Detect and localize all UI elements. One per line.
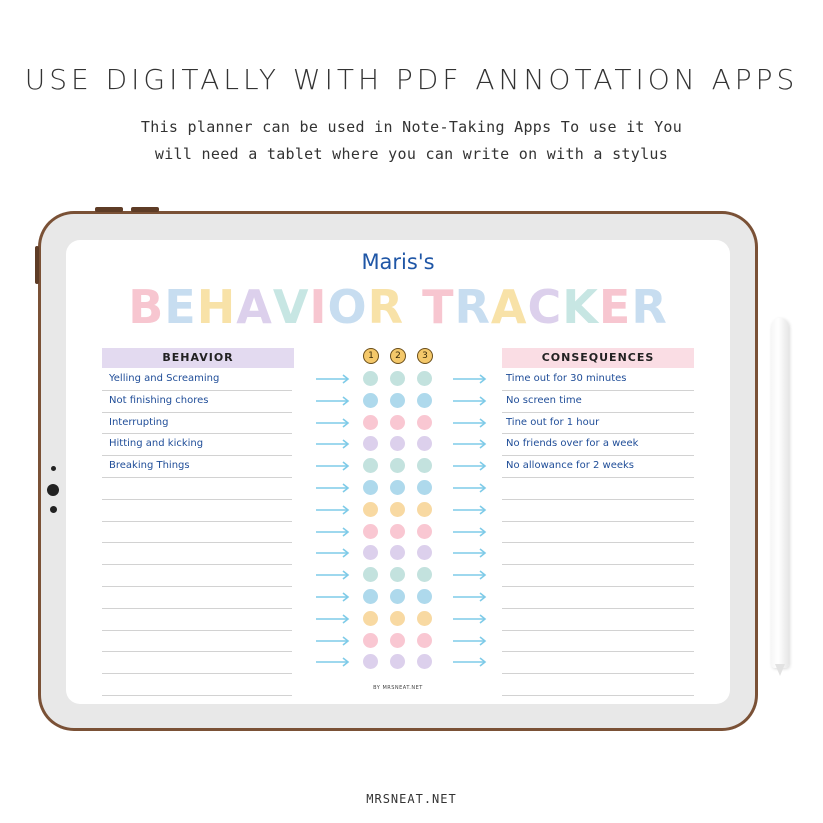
tracking-dot-2[interactable] bbox=[390, 654, 405, 669]
title-letter: H bbox=[196, 280, 237, 334]
row-line bbox=[502, 651, 694, 652]
headline: USE DIGITALLY WITH PDF ANNOTATION APPS bbox=[24, 63, 799, 96]
arrow-right-icon bbox=[453, 418, 487, 428]
arrow-right-icon bbox=[453, 461, 487, 471]
title-letter: I bbox=[309, 280, 328, 334]
column-number-2: 2 bbox=[390, 348, 406, 364]
arrow-right-icon bbox=[453, 439, 487, 449]
row-line bbox=[502, 542, 694, 543]
row-line bbox=[102, 542, 292, 543]
stylus-pencil bbox=[771, 318, 789, 668]
arrow-right-icon bbox=[316, 396, 350, 406]
subline-1: This planner can be used in Note-Taking Apps To use it You bbox=[140, 118, 683, 136]
tracking-dot-2[interactable] bbox=[390, 480, 405, 495]
row-line bbox=[102, 412, 292, 413]
row-line bbox=[502, 695, 694, 696]
tracking-dot-3[interactable] bbox=[417, 393, 432, 408]
subline-2: will need a tablet where you can write on with a stylus bbox=[154, 145, 669, 163]
arrow-right-icon bbox=[316, 418, 350, 428]
camera-lens-icon bbox=[47, 484, 59, 496]
tracking-dot-2[interactable] bbox=[390, 458, 405, 473]
arrow-right-icon bbox=[453, 483, 487, 493]
arrow-right-icon bbox=[453, 396, 487, 406]
footer-site: MRSNEAT.NET bbox=[366, 792, 457, 806]
row-line bbox=[102, 521, 292, 522]
row-line bbox=[102, 630, 292, 631]
row-line bbox=[502, 499, 694, 500]
tracking-dot-3[interactable] bbox=[417, 436, 432, 451]
consequence-cell[interactable]: No friends over for a week bbox=[506, 438, 639, 450]
title-letter: A bbox=[236, 280, 273, 334]
arrow-right-icon bbox=[453, 505, 487, 515]
row-line bbox=[502, 433, 694, 434]
title-letter: T bbox=[422, 280, 455, 334]
arrow-right-icon bbox=[316, 439, 350, 449]
tracking-dot-2[interactable] bbox=[390, 633, 405, 648]
consequence-cell[interactable]: Time out for 30 minutes bbox=[506, 373, 627, 384]
row-line bbox=[502, 608, 694, 609]
arrow-right-icon bbox=[453, 614, 487, 624]
title-letter: E bbox=[598, 280, 632, 334]
consequence-cell[interactable]: No allowance for 2 weeks bbox=[506, 460, 635, 472]
arrow-right-icon bbox=[316, 505, 350, 515]
tracking-dot-1[interactable] bbox=[363, 415, 378, 430]
tracking-dot-3[interactable] bbox=[417, 545, 432, 560]
tracking-dot-2[interactable] bbox=[390, 524, 405, 539]
tracking-dot-3[interactable] bbox=[417, 567, 432, 582]
tracking-dot-1[interactable] bbox=[363, 545, 378, 560]
title-letter: A bbox=[490, 280, 528, 334]
tracking-dot-3[interactable] bbox=[417, 524, 432, 539]
tracking-dot-3[interactable] bbox=[417, 502, 432, 517]
title-letter: C bbox=[527, 280, 563, 334]
arrow-right-icon bbox=[453, 570, 487, 580]
tablet-top-button bbox=[131, 207, 159, 212]
tracking-dot-1[interactable] bbox=[363, 436, 378, 451]
tracking-dot-1[interactable] bbox=[363, 371, 378, 386]
camera-dot-icon bbox=[50, 506, 57, 513]
tracking-dot-2[interactable] bbox=[390, 567, 405, 582]
tracking-dot-1[interactable] bbox=[363, 567, 378, 582]
behavior-header: BEHAVIOR bbox=[102, 348, 294, 368]
tracking-dot-2[interactable] bbox=[390, 545, 405, 560]
column-number-1: 1 bbox=[363, 348, 379, 364]
title-letter: B bbox=[128, 280, 165, 334]
row-line bbox=[502, 630, 694, 631]
tracking-dot-2[interactable] bbox=[390, 502, 405, 517]
title-letter: K bbox=[562, 280, 599, 334]
title-letter: O bbox=[327, 280, 368, 334]
row-line bbox=[102, 433, 292, 434]
row-line bbox=[502, 455, 694, 456]
owner-name[interactable]: Maris's bbox=[361, 250, 435, 274]
arrow-right-icon bbox=[316, 548, 350, 558]
tracking-dot-1[interactable] bbox=[363, 524, 378, 539]
arrow-right-icon bbox=[453, 527, 487, 537]
arrow-right-icon bbox=[316, 592, 350, 602]
title-letter: R bbox=[454, 280, 491, 334]
tracking-dot-2[interactable] bbox=[390, 611, 405, 626]
tracking-dot-1[interactable] bbox=[363, 458, 378, 473]
arrow-right-icon bbox=[316, 614, 350, 624]
tracking-dot-1[interactable] bbox=[363, 633, 378, 648]
row-line bbox=[502, 564, 694, 565]
tracking-dot-2[interactable] bbox=[390, 589, 405, 604]
arrow-right-icon bbox=[316, 527, 350, 537]
row-line bbox=[502, 477, 694, 478]
tracking-dot-1[interactable] bbox=[363, 611, 378, 626]
row-line bbox=[502, 673, 694, 674]
tablet-side-button bbox=[35, 246, 39, 284]
row-line bbox=[102, 651, 292, 652]
arrow-right-icon bbox=[453, 548, 487, 558]
behavior-cell[interactable]: Yelling and Screaming bbox=[109, 373, 220, 384]
title-letter: E bbox=[164, 280, 197, 334]
row-line bbox=[102, 499, 292, 500]
tracking-dot-2[interactable] bbox=[390, 436, 405, 451]
row-line bbox=[502, 412, 694, 413]
row-line bbox=[502, 390, 694, 391]
row-line bbox=[502, 586, 694, 587]
row-line bbox=[102, 564, 292, 565]
title-letter: V bbox=[272, 280, 310, 334]
tracking-dot-1[interactable] bbox=[363, 654, 378, 669]
camera-dot-icon bbox=[51, 466, 56, 471]
arrow-right-icon bbox=[316, 374, 350, 384]
row-line bbox=[102, 695, 292, 696]
title-word-behavior bbox=[128, 280, 404, 334]
tracking-dot-2[interactable] bbox=[390, 415, 405, 430]
row-line bbox=[102, 455, 292, 456]
row-line bbox=[102, 608, 292, 609]
credit: BY MRSNEAT.NET bbox=[373, 685, 423, 691]
tracking-dot-3[interactable] bbox=[417, 480, 432, 495]
arrow-right-icon bbox=[316, 636, 350, 646]
consequences-header: CONSEQUENCES bbox=[502, 348, 694, 368]
tablet-top-button bbox=[95, 207, 123, 212]
tracking-dot-3[interactable] bbox=[417, 611, 432, 626]
title-letter: R bbox=[631, 280, 668, 334]
tracking-dot-3[interactable] bbox=[417, 633, 432, 648]
behavior-cell[interactable]: Hitting and kicking bbox=[109, 438, 204, 450]
tracking-dot-2[interactable] bbox=[390, 393, 405, 408]
arrow-right-icon bbox=[453, 636, 487, 646]
arrow-right-icon bbox=[453, 592, 487, 602]
tracking-dot-3[interactable] bbox=[417, 654, 432, 669]
tracking-dot-3[interactable] bbox=[417, 458, 432, 473]
arrow-right-icon bbox=[316, 570, 350, 580]
tracking-dot-3[interactable] bbox=[417, 371, 432, 386]
arrow-right-icon bbox=[453, 374, 487, 384]
consequence-cell[interactable]: No screen time bbox=[506, 394, 582, 406]
tracking-dot-3[interactable] bbox=[417, 589, 432, 604]
consequence-cell[interactable]: Tine out for 1 hour bbox=[506, 416, 600, 428]
title-word-tracker bbox=[422, 280, 668, 334]
row-line bbox=[502, 521, 694, 522]
arrow-right-icon bbox=[316, 461, 350, 471]
arrow-right-icon bbox=[316, 483, 350, 493]
page-title bbox=[66, 280, 730, 334]
tracking-dot-1[interactable] bbox=[363, 393, 378, 408]
tracking-dot-1[interactable] bbox=[363, 589, 378, 604]
row-line bbox=[102, 390, 292, 391]
title-letter: R bbox=[367, 280, 405, 334]
tracking-dot-2[interactable] bbox=[390, 371, 405, 386]
behavior-cell[interactable]: Interrupting bbox=[109, 416, 169, 428]
behavior-cell[interactable]: Not finishing chores bbox=[109, 394, 209, 406]
arrow-right-icon bbox=[316, 657, 350, 667]
tablet-screen bbox=[66, 240, 730, 704]
column-number-3: 3 bbox=[417, 348, 433, 364]
row-line bbox=[102, 586, 292, 587]
arrow-right-icon bbox=[453, 657, 487, 667]
stylus-tip bbox=[775, 664, 785, 676]
tracking-dot-1[interactable] bbox=[363, 502, 378, 517]
behavior-cell[interactable]: Breaking Things bbox=[109, 460, 190, 472]
tracking-dot-3[interactable] bbox=[417, 415, 432, 430]
tracking-dot-1[interactable] bbox=[363, 480, 378, 495]
row-line bbox=[102, 477, 292, 478]
row-line bbox=[102, 673, 292, 674]
